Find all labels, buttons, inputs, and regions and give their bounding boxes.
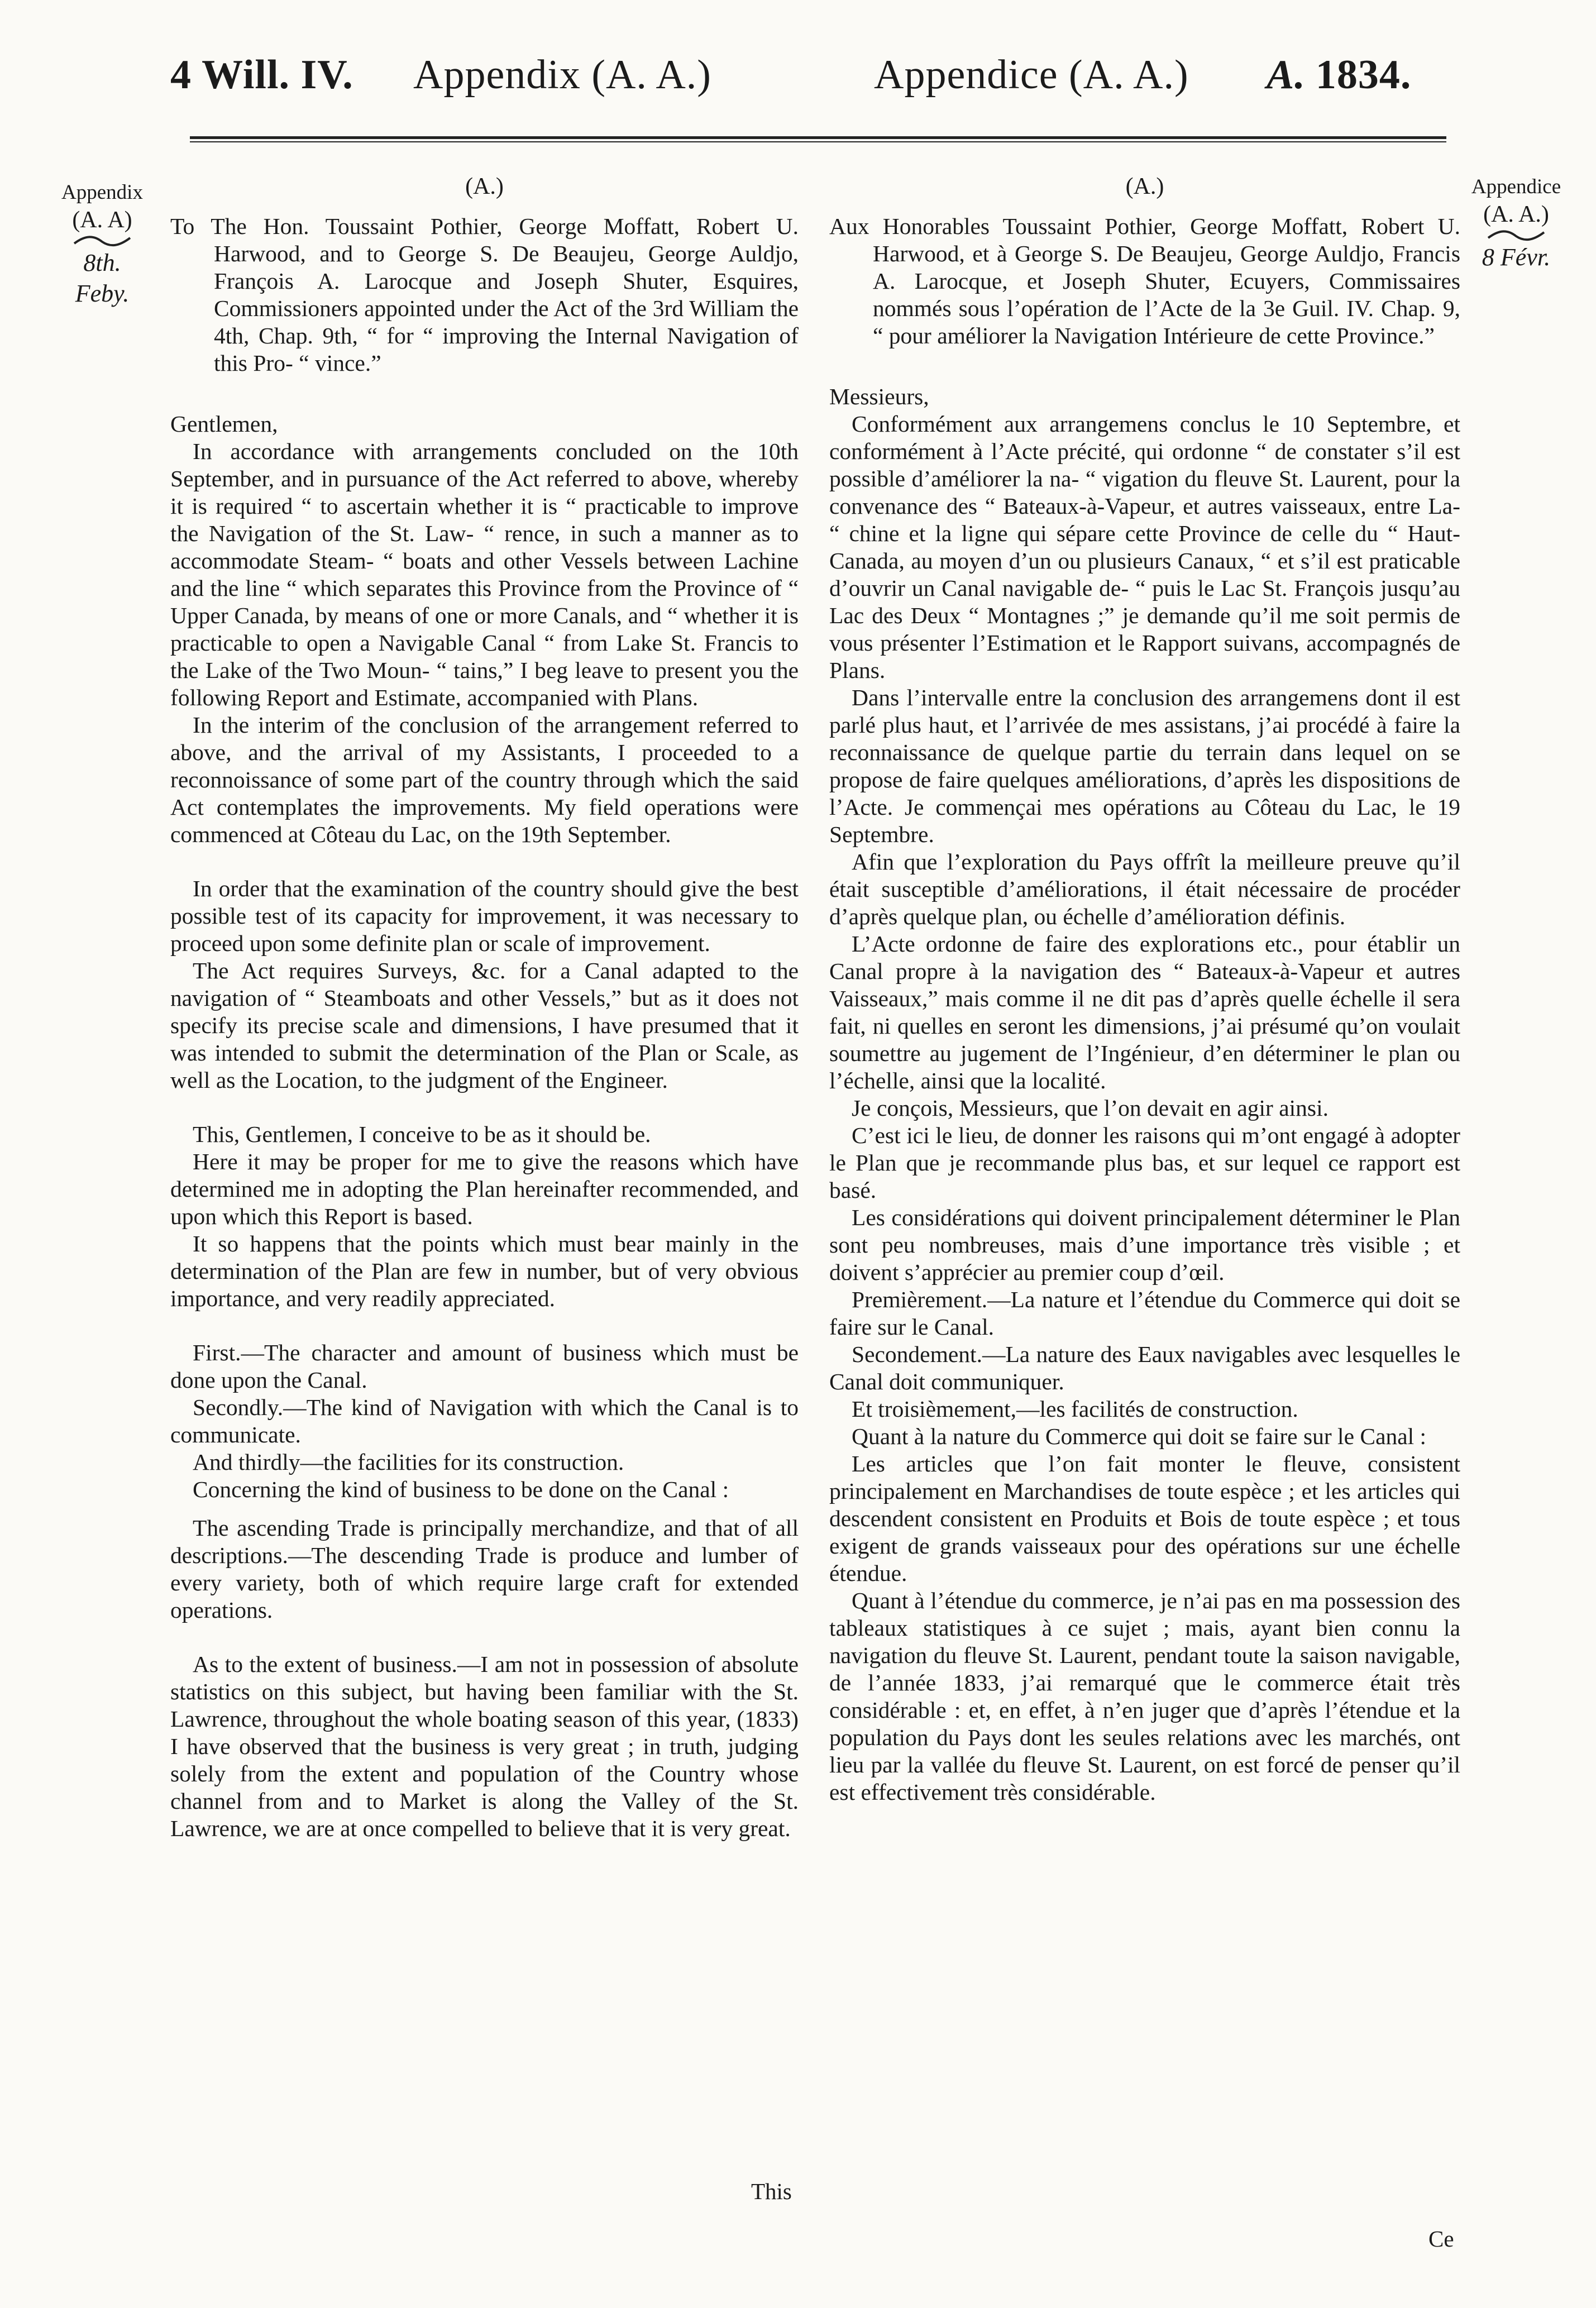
section-label: (A.) <box>465 174 504 199</box>
catchword-left: This <box>751 2178 792 2204</box>
margin-appendice-label: Appendice <box>1471 175 1561 198</box>
paragraph: Conformément aux arrangemens conclus le 10 Septembre, et conformément à l’Acte précité, qui ordonne “ de constater s’il est possible d’améliorer la na- “ vigation du fleuve St. Laurent, pour la convenance des “ Bateaux-à-Vapeur, et autres vaisseaux, entre La- “ chine et la ligne qui sépare cette Province de celle du “ Haut-Canada, au moyen d’un ou plusieurs Canaux, “ et s’il est praticable d’ouvrir un Canal navigable de- “ puis le Lac St. François jusqu’au Lac des Deux “ Montagnes ;” je demande qu’il me soit permis de vous présenter l’Estimation et le Rapport suivans, accompagnés de Plans. <box>829 411 1460 683</box>
margin-note-right <box>1460 174 1572 273</box>
address-block: To The Hon. Toussaint Pothier, George Moffatt, Robert U. Harwood, and to George S. De Beaujeu, George Auldjo, François A. Larocque and Joseph Shuter, Esquires, Commissioners appointed under the Act of the 3rd William the 4th, Chap. 9th, “ for “ improving the Internal Navigation of this Pro- “ vince.” <box>170 213 799 376</box>
paragraph: Quant à la nature du Commerce qui doit se faire sur le Canal : <box>852 1423 1427 1449</box>
french-column <box>829 168 1460 1806</box>
salutation: Messieurs, <box>829 384 929 409</box>
appendix-title-fr: Appendice (A. A.) <box>874 52 1189 98</box>
paragraph: The ascending Trade is principally merchandize, and that of all descriptions.—The descending Trade is produce and lumber of every variety, both of which require large craft for extended operations. <box>170 1515 799 1623</box>
paragraph: It so happens that the points which must bear mainly in the determination of the Plan are few in number, but of very obvious importance, and very readily appreciated. <box>170 1231 799 1311</box>
margin-date: 8 Févr. <box>1482 243 1551 271</box>
paragraph: And thirdly—the facilities for its construction. <box>193 1449 624 1475</box>
salutation: Gentlemen, <box>170 411 278 437</box>
year-letter: A. <box>1267 52 1306 98</box>
year-number: 1834. <box>1315 52 1412 98</box>
paragraph: Afin que l’exploration du Pays offrît la meilleure preuve qu’il était susceptible d’améliorations, il était nécessaire de procéder d’après quelque plan, ou échelle d’amélioration définis. <box>829 849 1460 929</box>
margin-appendix-label: Appendix <box>61 181 143 204</box>
year-heading <box>1267 51 1411 99</box>
paragraph: The Act requires Surveys, &c. for a Canal adapted to the navigation of “ Steamboats and other Vessels,” but as it does not specify its precise scale and dimensions, I have presumed that it was intended to submit the determination of the Plan or Scale, as well as the Location, to the judgment of the Engineer. <box>170 958 799 1093</box>
margin-appendix-ref: (A. A) <box>72 207 132 233</box>
paragraph: Here it may be proper for me to give the reasons which have determined me in adopting the Plan hereinafter recommended, and upon which this Report is based. <box>170 1149 799 1229</box>
margin-date: 8th. Feby. <box>75 249 130 307</box>
paragraph: In order that the examination of the country should give the best possible test of its capacity for improvement, it was necessary to proceed upon some definite plan or scale of improvement. <box>170 876 799 956</box>
paragraph: Concerning the kind of business to be done on the Canal : <box>193 1476 729 1502</box>
running-header <box>0 0 1596 112</box>
paragraph: Premièrement.—La nature et l’étendue du Commerce qui doit se faire sur le Canal. <box>829 1287 1460 1340</box>
regnal-year: 4 Will. IV. <box>170 52 353 98</box>
english-column <box>170 168 799 1842</box>
paragraph: Et troisièmement,—les facilités de construction. <box>852 1396 1298 1422</box>
paragraph: This, Gentlemen, I conceive to be as it should be. <box>193 1121 651 1147</box>
paragraph: L’Acte ordonne de faire des explorations etc., pour établir un Canal propre à la navigation des “ Bateaux-à-Vapeur et autres Vaisseaux,” mais comme il ne dit pas d’après quelle échelle il sera fait, ni quelles en seront les dimensions, j’ai présumé qu’on voulait soumettre au jugement de l’Ingénieur, d’en déterminer le plan ou l’échelle, ainsi que la localité. <box>829 931 1460 1093</box>
paragraph: Quant à l’étendue du commerce, je n’ai pas en ma possession des tableaux statistiques à ce sujet ; mais, ayant bien connu la navigation du fleuve St. Laurent, pendant toute la saison navigable, de l’année 1833, j’ai remarqué que le commerce était très considérable : et, en effet, à n’en juger que d’après l’étendue et la population du Pays dont les seules relations avec les marchés, ont lieu par la vallée du fleuve St. Laurent, on est forcé de penser qu’il est effectivement très considérable. <box>829 1588 1460 1805</box>
swash-ornament-icon <box>1485 230 1547 242</box>
section-label: (A.) <box>1125 174 1164 199</box>
paragraph: C’est ici le lieu, de donner les raisons qui m’ont engagé à adopter le Plan que je recommande plus bas, et sur lequel ce rapport est basé. <box>829 1122 1460 1203</box>
paragraph: Les articles que l’on fait monter le fleuve, consistent principalement en Marchandises de toute espèce ; et les articles qui descendent consistent en Produits et Bois de toute espèce ; et tous exigent de grands vaisseaux pour des opérations sur une échelle étendue. <box>829 1451 1460 1586</box>
catchword-right: Ce <box>1428 2226 1454 2252</box>
paragraph: Les considérations qui doivent principalement déterminer le Plan sont peu nombreuses, mais d’une importance très visible ; et doivent s’apprécier au premier coup d’œil. <box>829 1205 1460 1285</box>
paragraph: In accordance with arrangements concluded on the 10th September, and in pursuance of the Act referred to above, whereby it is required “ to ascertain whether it is “ practicable to improve the Navigation of the St. Law- “ rence, in such a manner as to accommodate Steam- “ boats and other Vessels between Lachine and the line “ which separates this Province from the Province of “ Upper Canada, by means of one or more Canals, and “ whether it is practicable to open a Navigable Canal “ from Lake St. Francis to the Lake of the Two Moun- “ tains,” I beg leave to present you the following Report and Estimate, accompanied with Plans. <box>170 438 799 710</box>
paragraph: First.—The character and amount of business which must be done upon the Canal. <box>170 1340 799 1393</box>
appendix-title-en: Appendix (A. A.) <box>413 52 711 98</box>
header-rule <box>190 136 1446 142</box>
swash-ornament-icon <box>71 235 133 247</box>
address-block: Aux Honorables Toussaint Pothier, George Moffatt, Robert U. Harwood, et à George S. De Beaujeu, George Auldjo, Francis A. Larocque, et Joseph Shuter, Ecuyers, Commissaires nommés sous l’opération de l’Acte de la 3e Guil. IV. Chap. 9, “ pour améliorer la Navigation Intérieure de cette Province.” <box>829 213 1460 348</box>
paragraph: In the interim of the conclusion of the arrangement referred to above, and the arrival of my Assistants, I proceeded to a reconnoissance of some part of the country through which the said Act contemplates the improvements. My field operations were commenced at Côteau du Lac, on the 19th September. <box>170 712 799 847</box>
paragraph: Secondly.—The kind of Navigation with which the Canal is to communicate. <box>170 1394 799 1447</box>
margin-appendice-ref: (A. A.) <box>1483 202 1549 228</box>
paragraph: Dans l’intervalle entre la conclusion des arrangemens dont il est parlé plus haut, et l’arrivée de mes assistans, j’ai procédé à faire la reconnaissance de quelque partie du terrain dans lequel on se propose de faire quelques améliorations, d’après les dispositions de l’Acte. Je commençai mes opérations au Côteau du Lac, le 19 Septembre. <box>829 685 1460 847</box>
paragraph: Je conçois, Messieurs, que l’on devait en agir ainsi. <box>852 1095 1329 1121</box>
paragraph: Secondement.—La nature des Eaux navigables avec lesquelles le Canal doit communiquer. <box>829 1341 1460 1394</box>
paragraph: As to the extent of business.—I am not in possession of absolute statistics on this subject, but having been familiar with the St. Lawrence, throughout the whole boating season of this year, (1833) I have observed that the business is very great ; in truth, judging solely from the extent and population of the Country whose channel from and to Market is along the Valley of the St. Lawrence, we are at once compelled to believe that it is very great. <box>170 1651 799 1841</box>
margin-note-left <box>55 180 150 309</box>
